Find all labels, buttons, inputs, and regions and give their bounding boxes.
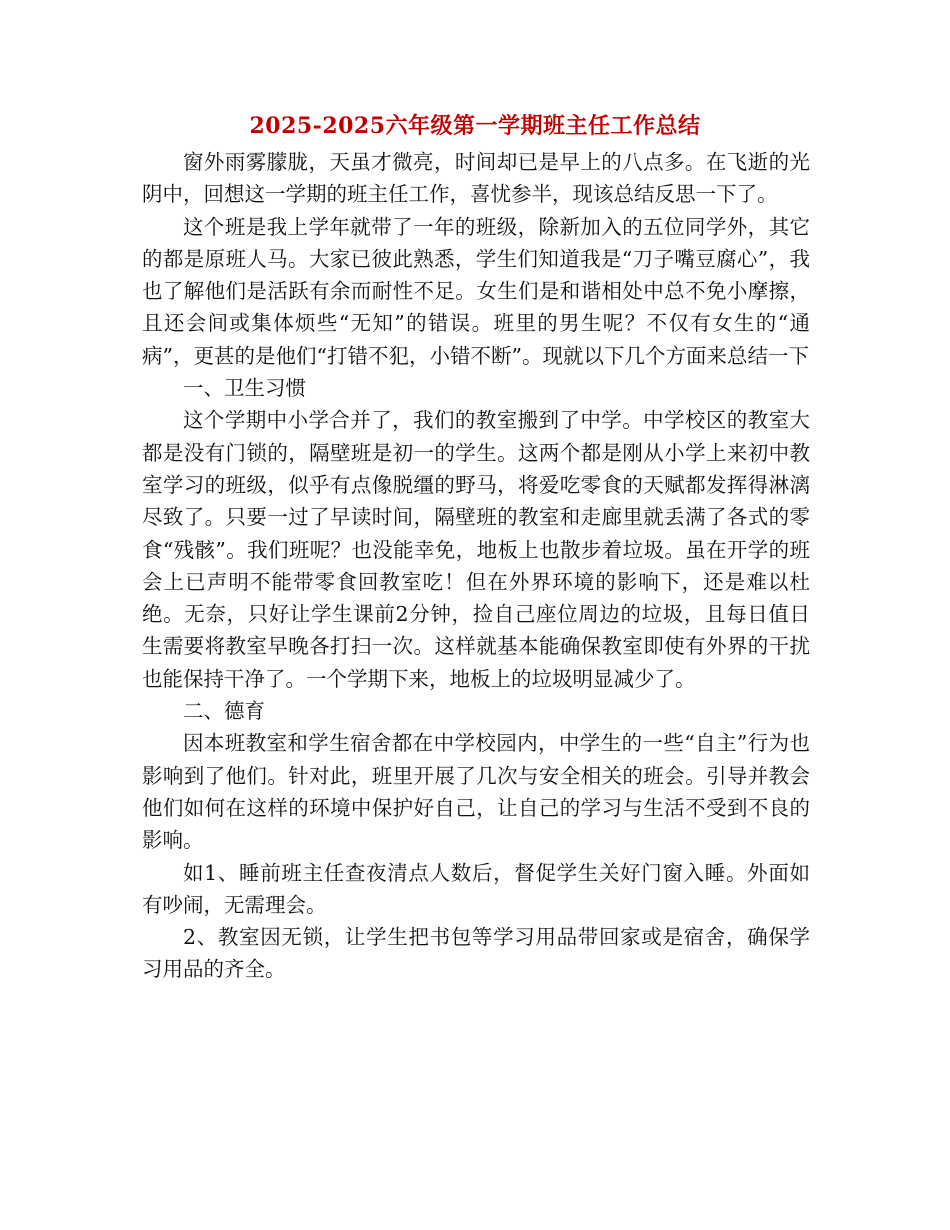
section-heading-hygiene: 一、卫生习惯 (183, 376, 306, 401)
paragraph-hygiene: 这个学期中小学合并了，我们的教室搬到了中学。中学校区的教室大都是没有门锁的，隔壁班是初一的学生。这两个都是刚从小学上来初中教室学习的班级，似乎有点像脱缰的野马，将爱吃零食的天赋都发挥得淋漓尽致了。只要一过了早读时间，隔壁班的教室和走廊里就丢满了各式的零食“残骸”。我们班呢？也没能幸免，地板上也散步着垃圾。虽在开学的班会上已声明不能带零食回教室吃！但在外界环境的影响下，还是难以杜绝。无奈，只好让学生课前2分钟，捡自己座位周边的垃圾，且每日值日生需要将教室早晚各打扫一次。这样就基本能确保教室即使有外界的干扰也能保持干净了。一个学期下来，地板上的垃圾明显减少了。 (142, 408, 810, 691)
document-title: 2025-2025六年级第一学期班主任工作总结 (249, 113, 701, 139)
paragraph-class-overview: 这个班是我上学年就带了一年的班级，除新加入的五位同学外，其它的都是原班人马。大家已彼此熟悉，学生们知道我是“刀子嘴豆腐心”，我也了解他们是活跃有余而耐性不足。女生们是和谐相处中总不免小摩擦，且还会间或集体烦些“无知”的错误。班里的男生呢？不仅有女生的“通病”，更甚的是他们“打错不犯，小错不断”。现就以下几个方面来总结一下 (142, 214, 810, 368)
paragraph-item-2: 2、教室因无锁，让学生把书包等学习用品带回家或是宿舍，确保学习用品的齐全。 (142, 925, 810, 982)
paragraph-item-1: 如1、睡前班主任查夜清点人数后，督促学生关好门窗入睡。外面如有吵闹，无需理会。 (142, 860, 810, 917)
paragraph-intro: 窗外雨雾朦胧，天虽才微亮，时间却已是早上的八点多。在飞逝的光阴中，回想这一学期的班主任工作，喜忧参半，现该总结反思一下了。 (142, 150, 810, 207)
paragraph-moral-education: 因本班教室和学生宿舍都在中学校园内，中学生的一些“自主”行为也影响到了他们。针对此，班里开展了几次与安全相关的班会。引导并教会他们如何在这样的环境中保护好自己，让自己的学习与生活不受到不良的影响。 (142, 731, 810, 853)
document-body (142, 146, 810, 986)
section-heading-moral-education: 二、德育 (183, 699, 265, 724)
